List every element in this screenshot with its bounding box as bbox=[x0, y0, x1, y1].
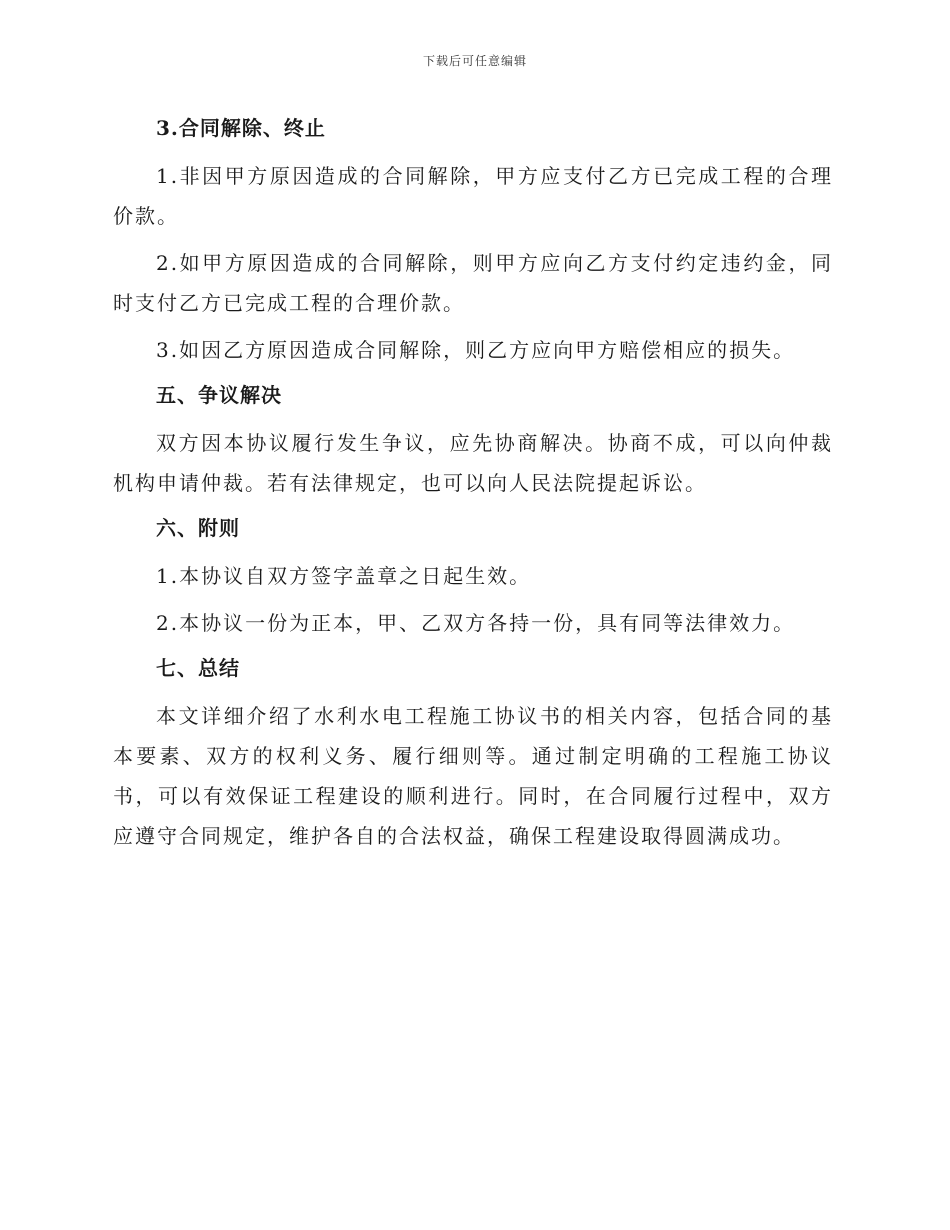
paragraph: 1.非因甲方原因造成的合同解除，甲方应支付乙方已完成工程的合理价款。 bbox=[113, 164, 833, 228]
section-heading-termination: 3.合同解除、终止 bbox=[156, 116, 326, 140]
section-heading-supplementary: 六、附则 bbox=[156, 516, 240, 540]
page-header: 下载后可任意编辑 bbox=[422, 54, 527, 68]
paragraph: 2.如甲方原因造成的合同解除，则甲方应向乙方支付约定违约金，同时支付乙方已完成工程的合理价款。 bbox=[113, 251, 833, 315]
paragraph: 3.如因乙方原因造成合同解除，则乙方应向甲方赔偿相应的损失。 bbox=[156, 338, 796, 362]
paragraph: 本文详细介绍了水利水电工程施工协议书的相关内容，包括合同的基本要素、双方的权利义务、履行细则等。通过制定明确的工程施工协议书，可以有效保证工程建设的顺利进行。同时，在合同履行过程中，双方应遵守合同规定，维护各自的合法权益，确保工程建设取得圆满成功。 bbox=[113, 704, 833, 848]
paragraph: 1.本协议自双方签字盖章之日起生效。 bbox=[156, 564, 532, 588]
section-heading-dispute: 五、争议解决 bbox=[156, 383, 282, 407]
section-heading-summary: 七、总结 bbox=[156, 656, 240, 680]
document-body bbox=[113, 110, 833, 863]
paragraph: 双方因本协议履行发生争议，应先协商解决。协商不成，可以向仲裁机构申请仲裁。若有法律规定，也可以向人民法院提起诉讼。 bbox=[113, 431, 833, 495]
paragraph: 2.本协议一份为正本，甲、乙双方各持一份，具有同等法律效力。 bbox=[156, 611, 796, 635]
